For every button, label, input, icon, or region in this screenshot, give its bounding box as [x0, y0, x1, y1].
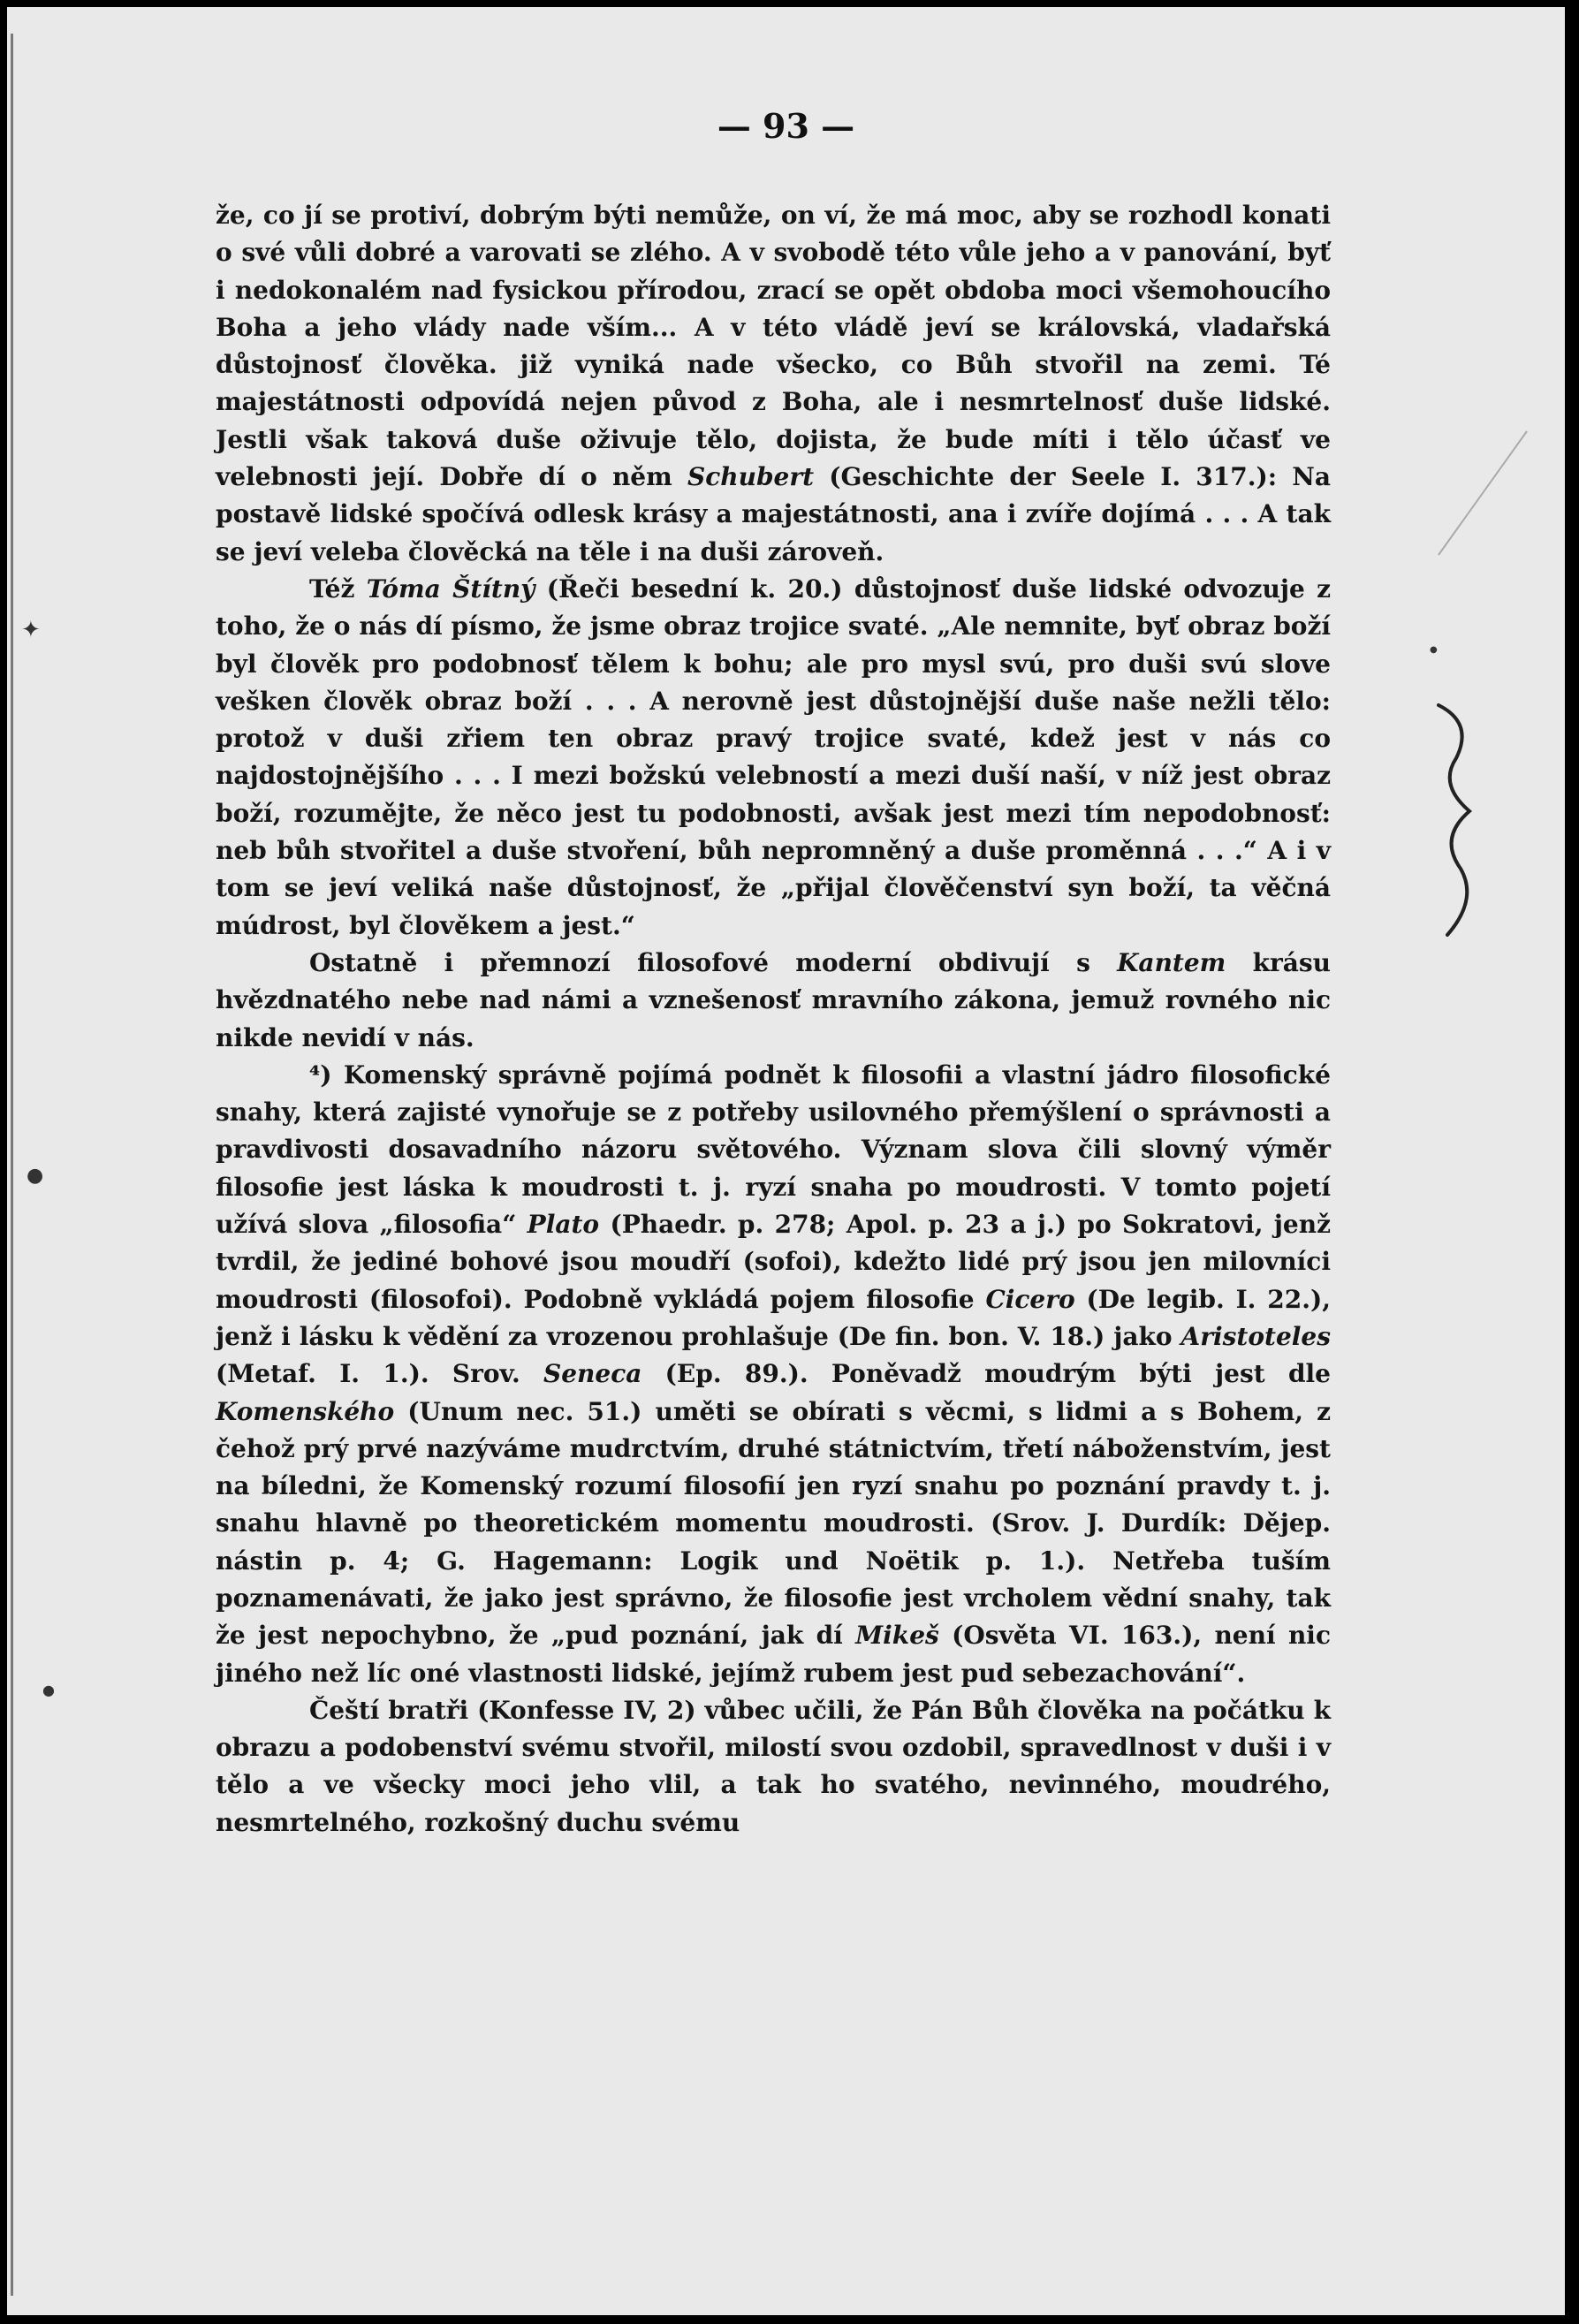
page-number: — 93 — — [717, 106, 855, 146]
margin-brace-icon — [1421, 696, 1518, 944]
text-run: (Unum nec. 51.) uměti se obírati s věcmi, s lidmi a s Bohem, z čehož prý prvé nazýváme mudrctvím, druhé státnictvím, třetí náboženstvím, jest na bíledni, že Komenský rozumí filosofií jen ryzí snahu po poznání pravdy t. j. snahu hlavně po theoretickém momentu moudrosti. (Srov. J. Durdík: Dějep. nástin p. 4; G. Hagemann: Logik und Noëtik p. 1.). Netřeba tuším poznamenávati, že jako jest správno, že filosofie jest vrcholem vědní snahy, tak že jest nepochybno, že „pud poznání, jak dí — [216, 1396, 1331, 1651]
text-run: (Ep. 89.). Poněvadž moudrým býti jest dle — [641, 1359, 1331, 1389]
text-run: (Metaf. I. 1.). Srov. — [216, 1359, 543, 1389]
italic-name: Kantem — [1117, 947, 1226, 977]
margin-arrow-icon: ✦ — [21, 617, 41, 643]
italic-name: Schubert — [687, 462, 815, 492]
italic-name: Aristoteles — [1180, 1321, 1331, 1351]
margin-dot-icon: ● — [42, 1682, 55, 1698]
text-run: (Geschichte der Seele I. 317.): Na postavě lidské spočívá odlesk krásy a majestátnosti, ana i zvíře dojímá . . . A tak se jeví veleba člověcká na těle i na duši zároveň. — [216, 462, 1331, 566]
text-run: že, co jí se protiví, dobrým býti nemůže, on ví, že má moc, aby se rozhodl konati o své vůli dobré a varovati se zlého. A v svobodě této vůle jeho a v panování, byť i nedokonalém nad fysickou přírodou, zrací se opět obdoba moci všemohoucího Boha a jeho vlády nade vším... A v této vládě jeví se královská, vladařská důstojnosť člověka. již vyniká nade všecko, co Bůh stvořil na zemi. Té majestátnosti odpovídá nejen původ z Boha, ale i nesmrtelnosť duše lidské. Jestli však taková duše oživuje tělo, dojista, že bude míti i tělo účasť ve velebnosti její. Dobře dí o něm — [216, 201, 1331, 492]
paragraph — [216, 945, 1331, 1057]
text-run: (De legib. I. 22.), jenž i lásku k vědění za vrozenou prohlašuje (De fin. bon. V. 18.) jako — [216, 1284, 1332, 1351]
text-run: (Osvěta VI. 163.), není nic jiného než líc oné vlastnosti lidské, jejímž rubem jest pud sebezachování“. — [216, 1621, 1331, 1688]
body-text — [216, 197, 1331, 1842]
paragraph — [216, 1692, 1331, 1842]
italic-name: Seneca — [543, 1359, 642, 1389]
paragraph — [216, 571, 1331, 945]
italic-name: Mikeš — [855, 1621, 939, 1651]
text-run: ⁴) Komenský správně pojímá podnět k filosofii a vlastní jádro filosofické snahy, která zajisté vynořuje se z potřeby usilovného přemýšlení o správnosti a pravdivosti dosavadního názoru světového. Význam slova čili slovný výměr filosofie jest láska k moudrosti t. j. ryzí snaha po moudrosti. V tomto pojetí užívá slova „filosofia“ — [216, 1059, 1331, 1240]
italic-name: Plato — [527, 1210, 600, 1240]
paragraph — [216, 197, 1331, 571]
italic-name: Tóma Štítný — [366, 573, 535, 604]
text-run: Též — [309, 573, 367, 604]
margin-pencil-stroke — [1421, 422, 1536, 564]
italic-name: Komenského — [216, 1396, 395, 1426]
margin-dot-icon: ● — [27, 1165, 44, 1187]
page-edge-line — [11, 34, 13, 2296]
text-run: Čeští bratři (Konfesse IV, 2) vůbec učili, že Pán Bůh člověka na počátku k obrazu a podobenství svému stvořil, milostí svou ozdobil, spravedlnost v duši i v tělo a ve všecky moci jeho vlil, a tak ho svatého, nevinného, moudrého, nesmrtelného, rozkošný duchu svému — [216, 1695, 1331, 1837]
text-run: (Řeči besední k. 20.) důstojnosť duše lidské odvozuje z toho, že o nás dí písmo, že jsme obraz trojice svaté. „Ale nemnite, byť obraz boží byl člověk pro podobnosť tělem k bohu; ale pro mysl svú, pro duši svú slove vešken člověk obraz boží . . . A nerovně jest důstojnější duše naše nežli tělo: protož v duši zřiem ten obraz pravý trojice svaté, kdež jest v nás co najdostojnějšího . . . I mezi božskú velebností a mezi duší naší, v níž jest obraz boží, rozumějte, že něco jest tu podobnosti, avšak jest mezi tím nepodobnosť: neb bůh stvořitel a duše stvoření, bůh nepromněný a duše proměnná . . .“ A i v tom se jeví veliká naše důstojnosť, že „přijal člověčenství syn boží, ta věčná múdrost, byl člověkem a jest.“ — [216, 573, 1332, 940]
text-run: (Phaedr. p. 278; Apol. p. 23 a j.) po Sokratovi, jenž tvrdil, že jediné bohové jsou moudří (sofoi), kdežto lidé prý jsou jen milovníci moudrosti (filosofoi). Podobně vykládá pojem filosofie — [216, 1210, 1331, 1314]
text-run: krásu hvězdnatého nebe nad námi a vznešenosť mravního zákona, jemuž rovného nic nikde nevidí v nás. — [216, 947, 1331, 1052]
margin-dot-icon: ● — [1430, 645, 1438, 655]
text-run: Ostatně i přemnozí filosofové moderní obdivují s — [309, 947, 1118, 977]
scanned-page — [7, 7, 1565, 2315]
italic-name: Cicero — [985, 1284, 1075, 1314]
paragraph — [216, 1057, 1331, 1692]
